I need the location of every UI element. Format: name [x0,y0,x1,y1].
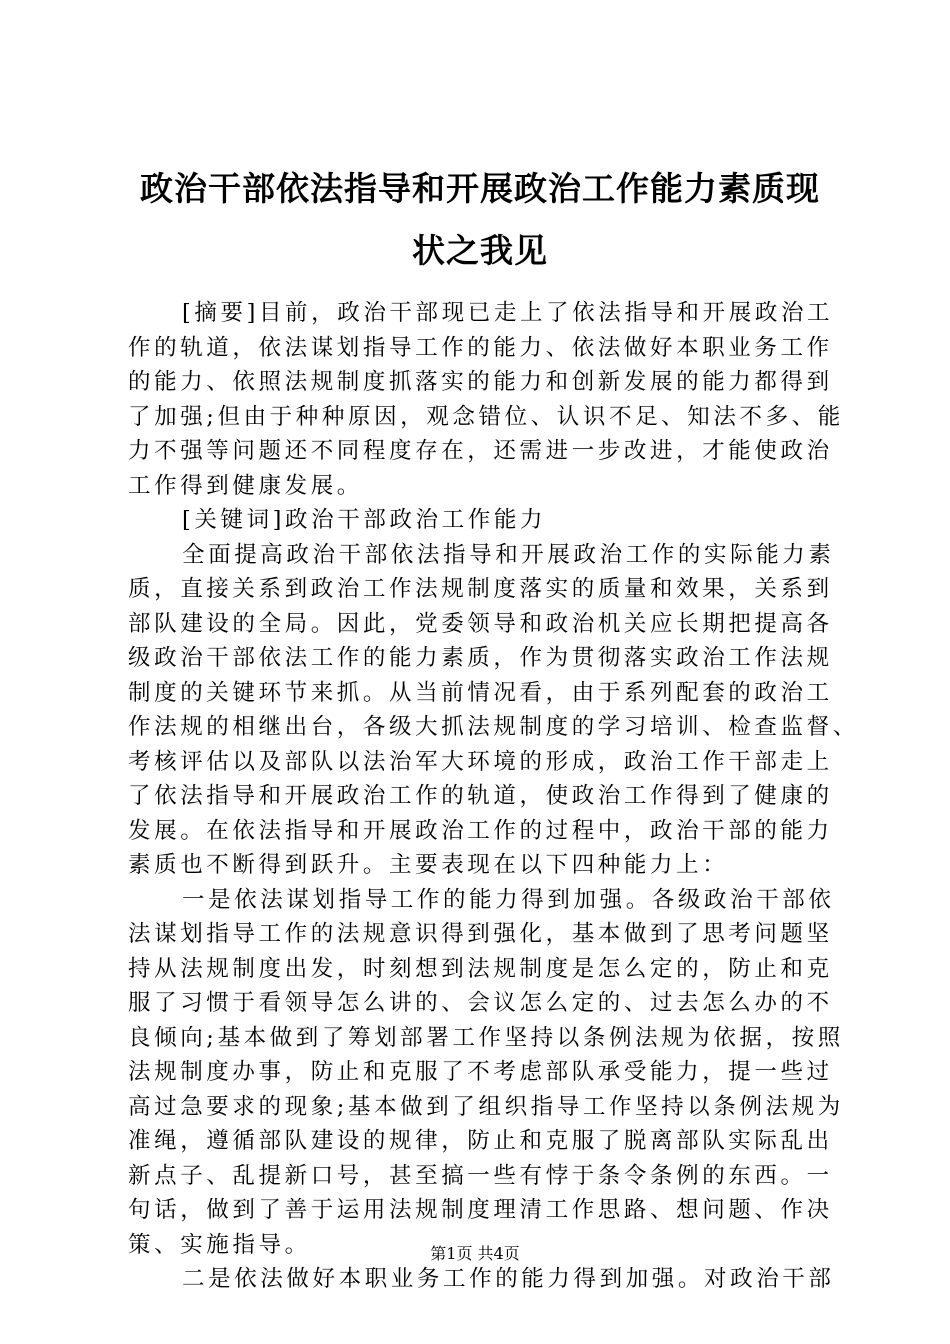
body-text-line: 力不强等问题还不同程度存在，还需进一步改进，才能使政治 [128,438,833,464]
body-text-line: 了依法指导和开展政治工作的轨道，使政治工作得到了健康的 [128,783,833,809]
page-footer: 第1页 共4页 [430,1244,520,1263]
body-text-line: 了加强;但由于种种原因，观念错位、认识不足、知法不多、能 [128,403,844,430]
body-text-line: 级政治干部依法工作的能力素质，作为贯彻落实政治工作法规 [128,645,833,671]
body-text-line: [关键词]政治干部政治工作能力 [182,507,547,533]
body-text-line: 作的轨道，依法谋划指导工作的能力、依法做好本职业务工作 [128,334,833,361]
body-text-line: 质，直接关系到政治工作法规制度落实的质量和效果，关系到 [128,576,833,602]
body-text-line: [摘要]目前，政治干部现已走上了依法指导和开展政治工 [182,300,834,326]
body-text-line: 的能力、依照法规制度抓落实的能力和创新发展的能力都得到 [128,369,833,395]
body-text-line: 部队建设的全局。因此，党委领导和政治机关应长期把提高各 [128,610,833,637]
body-text-line: 二是依法做好本职业务工作的能力得到加强。对政治干部 [182,1266,835,1292]
body-text-line: 服了习惯于看领导怎么讲的、会议怎么定的、过去怎么办的不 [128,990,833,1016]
body-text-line: 句话，做到了善于运用法规制度理清工作思路、想问题、作决 [128,1197,833,1223]
body-text-line: 制度的关键环节来抓。从当前情况看，由于系列配套的政治工 [128,679,833,706]
body-text-line: 持从法规制度出发，时刻想到法规制度是怎么定的，防止和克 [128,955,833,982]
body-text-line: 发展。在依法指导和开展政治工作的过程中，政治干部的能力 [128,817,833,844]
body-text-line: 工作得到健康发展。 [128,472,363,499]
body-text-line: 全面提高政治干部依法指导和开展政治工作的实际能力素 [182,541,835,568]
body-text-line: 良倾向;基本做到了筹划部署工作坚持以条例法规为依据，按照 [128,1024,844,1051]
body-text-line: 素质也不断得到跃升。主要表现在以下四种能力上： [128,852,729,878]
document-title [110,158,850,282]
body-text-line: 法谋划指导工作的法规意识得到强化，基本做到了思考问题坚 [128,921,833,947]
title-line-2: 状之我见 [412,231,548,270]
body-text-line: 考核评估以及部队以法治军大环境的形成，政治工作干部走上 [128,748,833,775]
body-text-line: 法规制度办事，防止和克服了不考虑部队承受能力，提一些过 [128,1059,833,1085]
body-text-line: 准绳，遵循部队建设的规律，防止和克服了脱离部队实际乱出 [128,1128,833,1154]
body-text-line: 作法规的相继出台，各级大抓法规制度的学习培训、检查监督、 [128,714,859,740]
body-text-line: 新点子、乱提新口号，甚至搞一些有悖于条令条例的东西。一 [128,1162,833,1189]
body-text-line: 一是依法谋划指导工作的能力得到加强。各级政治干部依 [182,886,835,913]
body-text-line: 策、实施指导。 [128,1231,311,1258]
title-line-1: 政治干部依法指导和开展政治工作能力素质现 [140,169,820,208]
body-text-line: 高过急要求的现象;基本做到了组织指导工作坚持以条例法规为 [128,1093,844,1120]
document-body [128,296,859,1297]
